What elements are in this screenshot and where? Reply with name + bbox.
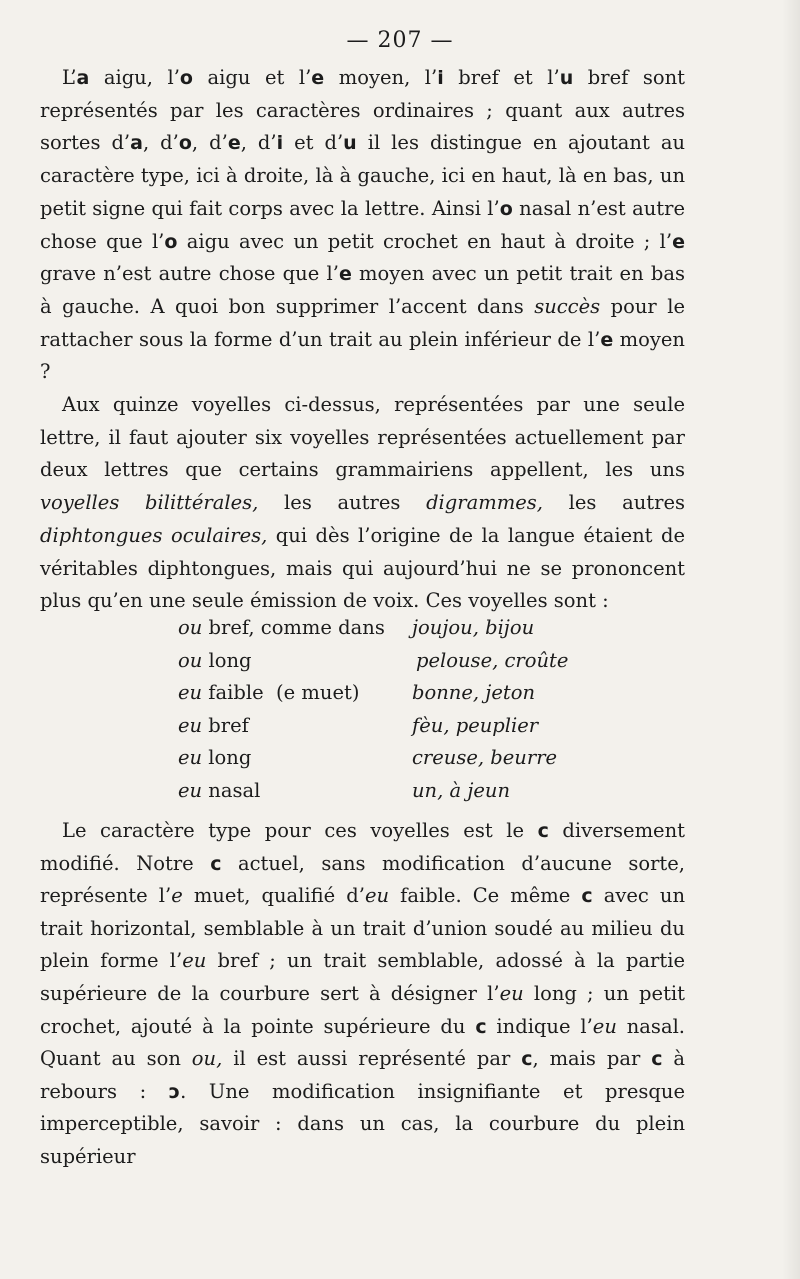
vowel-symbol: a (76, 67, 90, 89)
type-symbol: c (210, 852, 222, 875)
vowel-symbol: e (338, 263, 352, 286)
vowel-label: faible (e muet) (202, 681, 360, 704)
vowel-symbol: o (499, 197, 513, 220)
italic-word: succès (534, 294, 601, 318)
paragraph-digraphs: Aux quinze voyelles ci-dessus, représentées par une seule lettre, il faut ajouter six voyelles représentées actuellement par deux lettres que certains grammairiens appellent, les uns voyelles bilittérales, les autres digrammes, les autres diphtongues oculaires, qui dès l’origine de la langue étaient de véritables diphtongues, mais qui aujourd’hui ne se prononcent plus qu’en une seule émission de voix. Ces voyelles sont : (40, 393, 685, 613)
vowel-symbol: e (672, 230, 685, 253)
vowel-examples: un, à jeun (412, 778, 511, 802)
italic-word: eu (592, 1014, 617, 1038)
vowel-examples: joujou, bijou (412, 616, 535, 639)
paragraph-type-character: Le caractère type pour ces voyelles est le c diversement modifié. Notre c actuel, sans modification d’aucune sorte, représente l’e muet, qualifié d’eu faible. Ce même c avec un trait horizontal, semblable à un trait d’union soudé au milieu du plein forme l’eu bref ; un trait semblable, adossé à la partie supérieure de la courbure sert à désigner l’eu long ; un petit crochet, ajouté à la pointe supérieure du c indique l’eu nasal. Quant au son ou, il est aussi représenté par c, mais par c à rebours : ɔ. Une modification insignifiante et presque imperceptible, savoir : dans un cas, la courbure du plein supérieur (40, 819, 686, 1168)
italic-term: digrammes, (426, 491, 543, 515)
digraph: eu (178, 713, 203, 737)
type-symbol: c (537, 820, 549, 842)
italic-term: diphtongues oculaires, (40, 523, 268, 547)
vowel-label: bref, comme dans (202, 616, 385, 639)
digraph: ou (178, 616, 203, 639)
vowel-row (178, 677, 598, 710)
italic-word: eu (364, 884, 390, 908)
italic-term: voyelles bilittérales, (40, 491, 259, 515)
page-edge-shadow (782, 0, 800, 1279)
vowel-symbol: e (227, 132, 241, 155)
vowel-row (178, 775, 598, 808)
vowel-symbol: e (600, 328, 614, 351)
vowel-symbol: i (437, 67, 444, 89)
vowel-symbol: o (179, 67, 193, 89)
vowel-label: long (202, 648, 252, 672)
type-symbol: c (651, 1048, 663, 1071)
italic-word: e (171, 884, 183, 908)
main-text-continued (40, 815, 685, 1174)
vowel-row (178, 645, 598, 678)
vowel-symbol: o (178, 132, 192, 155)
vowel-label: nasal (202, 778, 261, 802)
vowel-examples: pelouse, croûte (416, 648, 569, 672)
vowel-list (178, 612, 598, 807)
italic-word: ou, (191, 1047, 223, 1071)
digraph: eu (178, 681, 203, 704)
italic-word: eu (499, 981, 524, 1005)
reversed-c-symbol: ɔ (168, 1080, 181, 1103)
vowel-symbol: i (276, 132, 284, 155)
digraph: ou (178, 648, 203, 672)
type-symbol: c (581, 885, 593, 908)
paragraph-vowel-signs: L’a aigu, l’o aigu et l’e moyen, l’i bref et l’u bref sont représentés par les caractères ordinaires ; quant aux autres sortes d’a, d’o, d’e, d’i et d’u il les distingue en ajoutant au caractère type, ici à droite, là à gauche, ici en haut, là en bas, un petit signe qui fait corps avec la lettre. Ainsi l’o nasal n’est autre chose que l’o aigu avec un petit crochet en haut à droite ; l’e grave n’est autre chose que l’e moyen avec un petit trait en bas à gauche. A quoi bon supprimer l’accent dans succès pour le rattacher sous la forme d’un trait au plein inférieur de l’e moyen ? (40, 66, 686, 384)
vowel-row (178, 710, 598, 743)
main-text (40, 62, 685, 618)
vowel-examples: creuse, beurre (412, 746, 558, 769)
vowel-label: bref (202, 713, 249, 737)
vowel-row (178, 612, 598, 645)
vowel-symbol: o (164, 230, 178, 253)
digraph: eu (178, 746, 203, 769)
vowel-symbol: a (130, 132, 143, 155)
page-number: — 207 — (346, 28, 454, 53)
vowel-symbol: u (343, 132, 357, 155)
italic-word: eu (182, 949, 207, 973)
vowel-examples: fèu, peuplier (412, 713, 539, 737)
vowel-symbol: e (311, 67, 325, 89)
vowel-row (178, 742, 598, 775)
type-symbol: c (521, 1048, 533, 1071)
vowel-symbol: u (559, 67, 574, 89)
digraph: eu (178, 778, 203, 802)
vowel-label: long (202, 746, 252, 769)
vowel-examples: bonne, jeton (412, 681, 535, 704)
type-symbol: c (475, 1015, 487, 1038)
